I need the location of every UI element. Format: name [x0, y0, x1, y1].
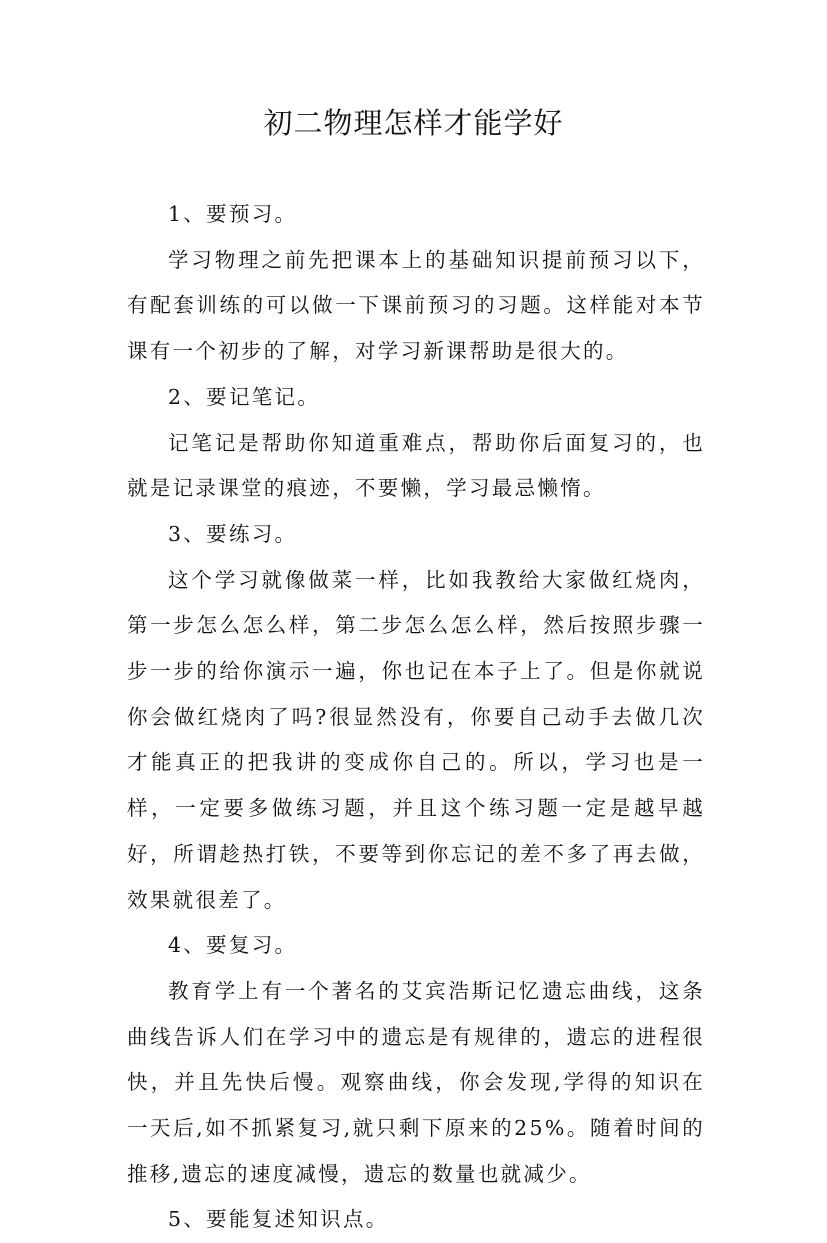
document-title: 初二物理怎样才能学好	[263, 106, 564, 140]
paragraph-preview: 学习物理之前先把课本上的基础知识提前预习以下，有配套训练的可以做一下课前预习的习题。这样能对本节课有一个初步的了解，对学习新课帮助是很大的。	[127, 247, 705, 364]
section-heading-retell: 5、要能复述知识点。	[168, 1207, 389, 1232]
paragraph-review: 教育学上有一个著名的艾宾浩斯记忆遗忘曲线，这条曲线告诉人们在学习中的遗忘是有规律的，遗忘的进程很快，并且先快后慢。观察曲线，你会发现,学得的知识在一天后,如不抓紧复习,就只剩下原来的25%。随着时间的推移,遗忘的速度减慢，遗忘的数量也就减少。	[127, 978, 705, 1186]
section-heading-practice: 3、要练习。	[168, 521, 298, 546]
paragraph-notes: 记笔记是帮助你知道重难点，帮助你后面复习的，也就是记录课堂的痕迹，不要懒，学习最忌懒惰。	[127, 430, 705, 501]
document-body	[127, 192, 705, 1243]
section-heading-review: 4、要复习。	[168, 933, 298, 958]
section-heading-notes: 2、要记笔记。	[168, 384, 321, 409]
paragraph-practice: 这个学习就像做菜一样，比如我教给大家做红烧肉，第一步怎么怎么样，第二步怎么怎么样，然后按照步骤一步一步的给你演示一遍，你也记在本子上了。但是你就说你会做红烧肉了吗?很显然没有，你要自己动手去做几次才能真正的把我讲的变成你自己的。所以，学习也是一样，一定要多做练习题，并且这个练习题一定是越早越好，所谓趁热打铁，不要等到你忘记的差不多了再去做，效果就很差了。	[127, 567, 705, 912]
section-heading-preview: 1、要预习。	[168, 202, 298, 226]
